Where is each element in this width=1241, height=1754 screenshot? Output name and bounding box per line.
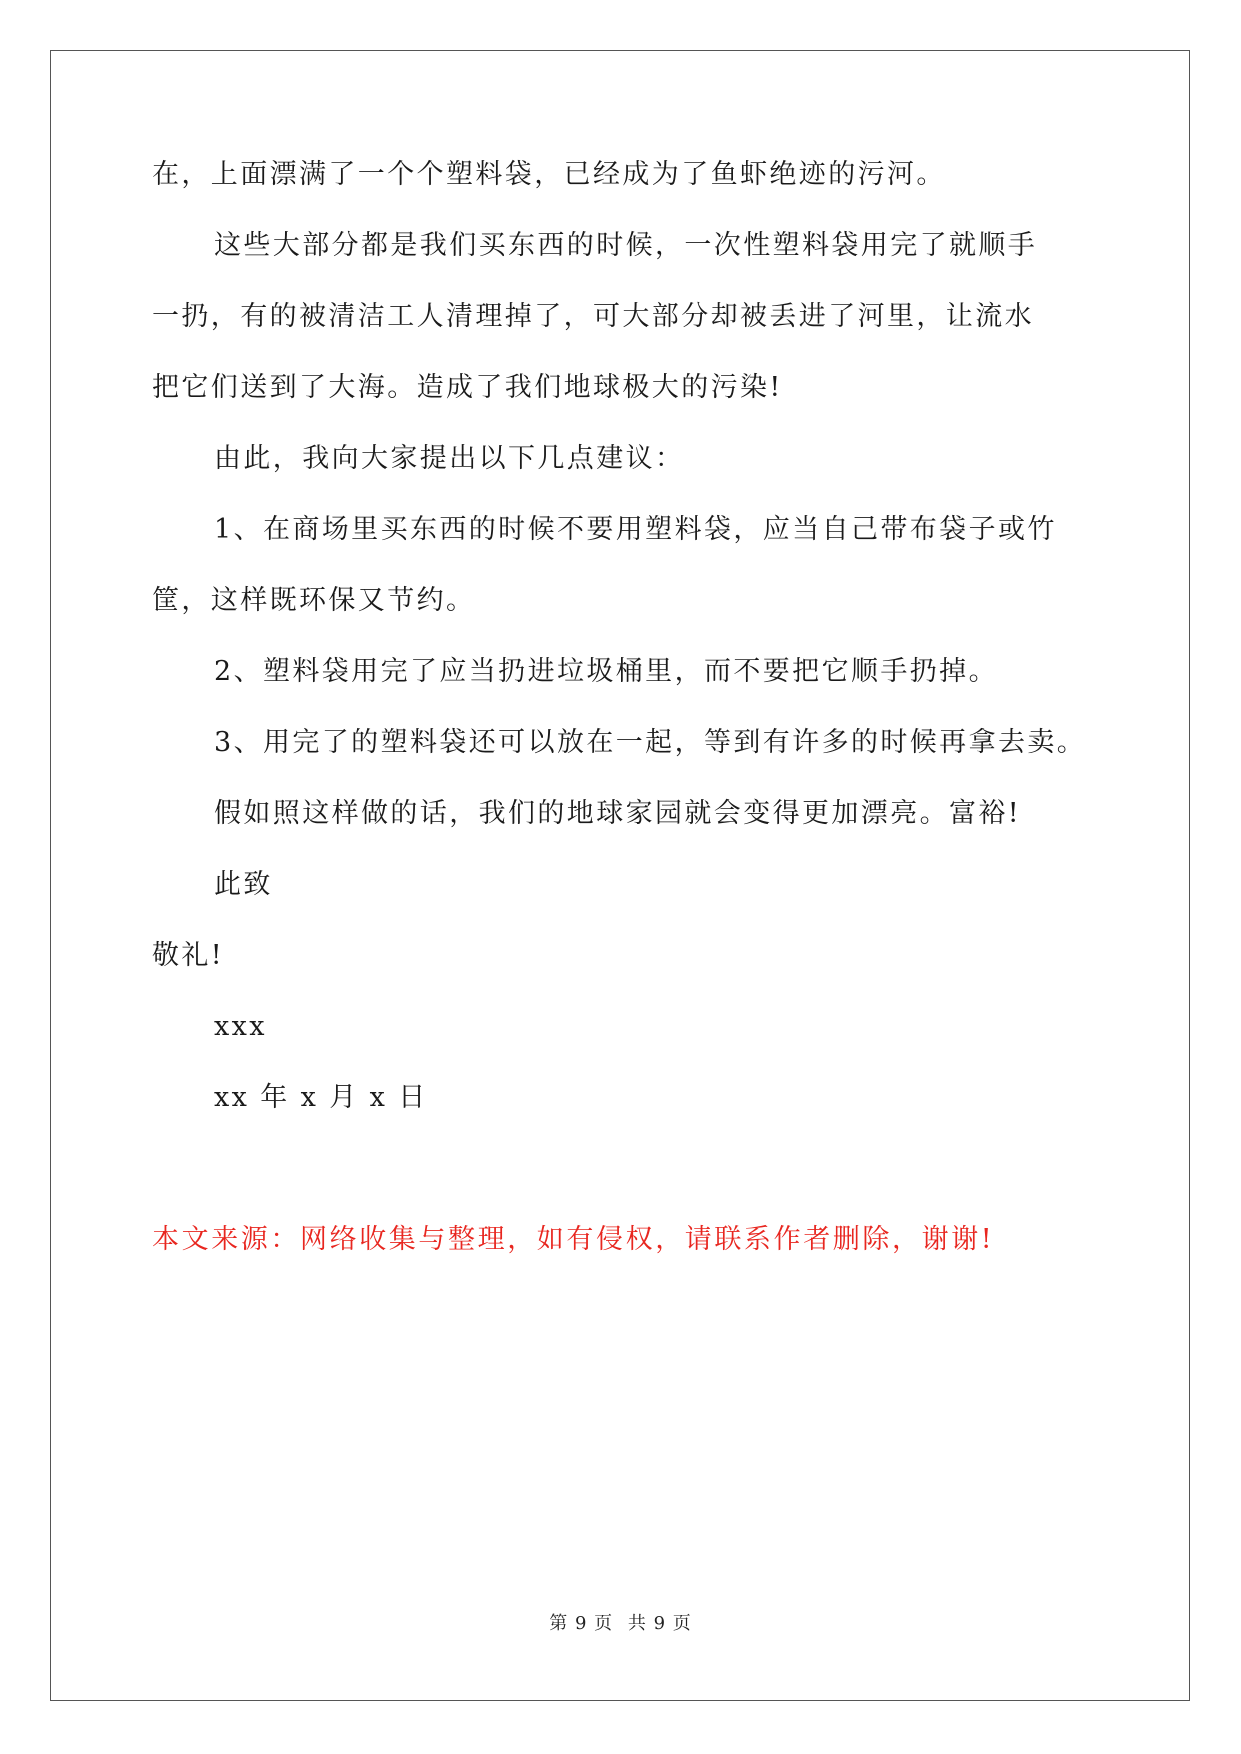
suggestion-2: 2、塑料袋用完了应当扔进垃圾桶里，而不要把它顺手扔掉。 bbox=[214, 656, 998, 687]
page-number-label: 第 9 页 bbox=[549, 1613, 614, 1634]
closing-paragraph: 假如照这样做的话，我们的地球家园就会变得更加漂亮。富裕! bbox=[214, 798, 1022, 829]
signature-name: xxx bbox=[214, 1011, 267, 1042]
paragraph-line-4: 把它们送到了大海。造成了我们地球极大的污染! bbox=[152, 372, 783, 403]
paragraph-line-1: 在，上面漂满了一个个塑料袋，已经成为了鱼虾绝迹的污河。 bbox=[152, 159, 946, 190]
suggestion-1-line-1: 1、在商场里买东西的时候不要用塑料袋，应当自己带布袋子或竹 bbox=[214, 514, 1057, 545]
paragraph-line-5: 由此，我向大家提出以下几点建议： bbox=[214, 443, 685, 474]
suggestion-3: 3、用完了的塑料袋还可以放在一起，等到有许多的时候再拿去卖。 bbox=[214, 727, 1087, 758]
page-total-label: 共 9 页 bbox=[627, 1613, 692, 1634]
salutation-cizhi: 此致 bbox=[214, 869, 273, 900]
suggestion-1-line-2: 筐，这样既环保又节约。 bbox=[152, 585, 476, 616]
source-note: 本文来源：网络收集与整理，如有侵权，请联系作者删除，谢谢! bbox=[152, 1224, 995, 1255]
paragraph-line-2: 这些大部分都是我们买东西的时候，一次性塑料袋用完了就顺手 bbox=[214, 230, 1038, 261]
page-footer bbox=[0, 1609, 1241, 1635]
paragraph-line-3: 一扔，有的被清洁工人清理掉了，可大部分却被丢进了河里，让流水 bbox=[152, 301, 1034, 332]
signature-date: xx 年 x 月 x 日 bbox=[214, 1082, 428, 1113]
salutation-jingli: 敬礼! bbox=[152, 940, 225, 971]
